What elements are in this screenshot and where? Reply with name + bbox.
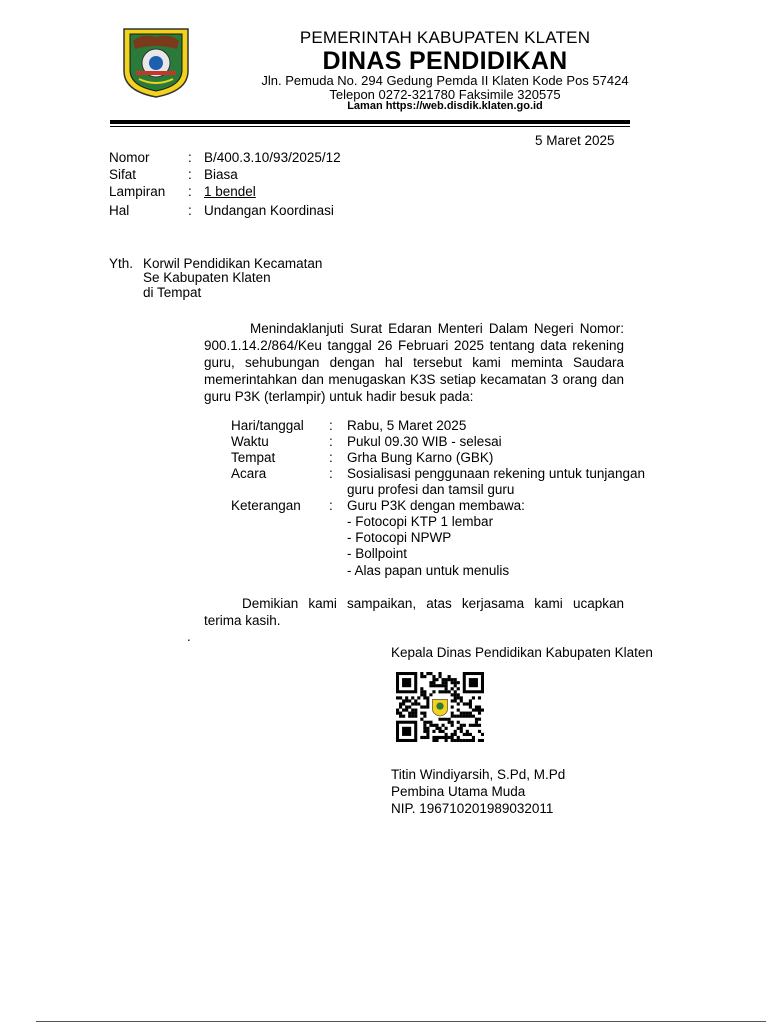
acara-value-line-2: guru profesi dan tamsil guru (347, 482, 515, 497)
hal-colon: : (188, 203, 192, 218)
opening-paragraph: Menindaklanjuti Surat Edaran Menteri Dalam Negeri Nomor: 900.1.14.2/864/Keu tanggal 26 Februari 2025 tentang data rekening guru, sehubungan dengan hal tersebut kami meminta Saudara memerintahkan dan menugaskan K3S setiap kecamatan 3 orang dan guru P3K (terlampir) untuk hadir besuk pada: (204, 321, 624, 404)
signatory-rank: Pembina Utama Muda (391, 784, 526, 799)
tempat-value: Grha Bung Karno (GBK) (347, 450, 494, 465)
tempat-colon: : (329, 450, 333, 465)
stray-dot: . (187, 629, 191, 644)
qr-code-graphic (396, 672, 484, 742)
agency-address: Jln. Pemuda No. 294 Gedung Pemda II Klaten Kode Pos 57424 (261, 73, 629, 88)
list-item: - Fotocopi NPWP (347, 530, 452, 545)
recipient-line-2: Se Kabupaten Klaten (143, 270, 271, 285)
hal-label: Hal (109, 203, 130, 218)
keterangan-colon: : (329, 498, 333, 513)
recipient-salutation: Yth. (109, 256, 134, 271)
acara-value-line-1: Sosialisasi penggunaan rekening untuk tunjangan (347, 466, 645, 481)
hal-value: Undangan Koordinasi (204, 203, 334, 218)
waktu-value: Pukul 09.30 WIB - selesai (347, 434, 502, 449)
list-item: - Fotocopi KTP 1 lembar (347, 514, 494, 529)
page-bottom-border (36, 1021, 766, 1022)
nomor-label: Nomor (109, 150, 150, 165)
recipient-line-1: Korwil Pendidikan Kecamatan (143, 256, 323, 271)
tempat-label: Tempat (231, 450, 276, 465)
letter-date: 5 Maret 2025 (535, 133, 615, 148)
sifat-label: Sifat (109, 167, 137, 182)
agency-phone: Telepon 0272-321780 Faksimile 320575 (329, 87, 561, 102)
waktu-colon: : (329, 434, 333, 449)
signatory-position: Kepala Dinas Pendidikan Kabupaten Klaten (391, 645, 653, 660)
sifat-colon: : (188, 167, 192, 182)
closing-paragraph: Demikian kami sampaikan, atas kerjasama kami ucapkan terima kasih. (204, 596, 624, 628)
government-name: PEMERINTAH KABUPATEN KLATEN (299, 28, 591, 47)
acara-colon: : (329, 466, 333, 481)
list-item: - Bollpoint (347, 546, 408, 561)
letterhead-divider-thin (110, 126, 630, 127)
signatory-nip: NIP. 196710201989032011 (391, 801, 554, 816)
waktu-label: Waktu (231, 434, 269, 449)
keterangan-value: Guru P3K dengan membawa: (347, 498, 525, 513)
hari-label: Hari/tanggal (231, 418, 304, 433)
lampiran-colon: : (188, 184, 192, 199)
letterhead-divider-thick (110, 120, 630, 124)
acara-label: Acara (231, 466, 267, 481)
hari-colon: : (329, 418, 333, 433)
nomor-colon: : (188, 150, 192, 165)
lampiran-value: 1 bendel (204, 184, 256, 199)
sifat-value: Biasa (204, 167, 238, 182)
keterangan-label: Keterangan (231, 498, 301, 513)
agency-name: DINAS PENDIDIKAN (322, 47, 568, 75)
recipient-line-3: di Tempat (143, 285, 202, 300)
list-item: - Alas papan untuk menulis (347, 563, 510, 578)
klaten-regency-logo (121, 27, 191, 99)
lampiran-label: Lampiran (109, 184, 166, 199)
nomor-value: B/400.3.10/93/2025/12 (204, 150, 341, 165)
hari-value: Rabu, 5 Maret 2025 (347, 418, 467, 433)
agency-website: Laman https://web.disdik.klaten.go.id (347, 100, 543, 112)
signatory-name: Titin Windiyarsih, S.Pd, M.Pd (391, 767, 566, 782)
qr-code-signature (396, 672, 484, 742)
